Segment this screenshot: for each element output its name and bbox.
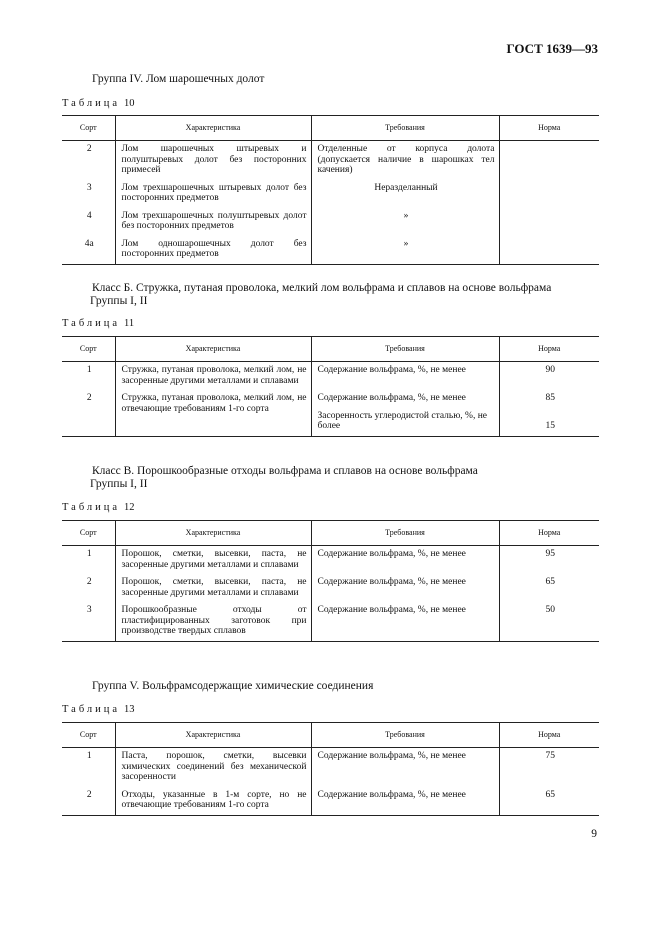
norm-value: 85 <box>545 393 555 403</box>
requirements-cell <box>311 390 499 436</box>
table-row <box>62 546 599 575</box>
requirements-cell: Содержание вольфрама, %, не менее <box>311 546 499 575</box>
sort-cell: 4 <box>86 210 92 221</box>
sort-cell: 3 <box>86 182 92 193</box>
table-12-label <box>62 502 135 513</box>
characteristic-cell: Паста, порошок, сметки, высевки химических соединений без механической засоренности <box>115 748 311 787</box>
table-row <box>62 602 599 641</box>
col-header-requirements: Требования <box>311 116 499 141</box>
classV-heading-line2: Группы I, II <box>90 478 148 490</box>
norm-cell: 90 <box>499 362 599 391</box>
table-row <box>62 236 599 265</box>
table-13-label <box>62 704 135 715</box>
document-code: ГОСТ 1639—93 <box>506 41 598 56</box>
table-11 <box>62 336 599 437</box>
characteristic-cell: Порошок, сметки, высевки, паста, не засоренные другими металлами и сплавами <box>115 546 311 575</box>
norm-cell <box>499 141 599 180</box>
col-header-characteristic: Характеристика <box>115 521 311 546</box>
norm-cell <box>499 236 599 265</box>
norm-value-2: 15 <box>545 420 555 431</box>
col-header-characteristic: Характеристика <box>115 116 311 141</box>
table-number: 11 <box>124 318 135 329</box>
sort-cell: 2 <box>62 787 115 816</box>
norm-cell <box>499 390 599 436</box>
characteristic-cell: Лом одношарошечных долот без посторонних предметов <box>115 236 311 265</box>
norm-cell: 65 <box>499 787 599 816</box>
table-row <box>62 787 599 816</box>
group4-heading: Группа IV. Лом шарошечных долот <box>92 73 265 85</box>
requirements-cell: Отделенные от корпуса долота (допускается наличие в шарошках тел качения) <box>311 141 499 180</box>
norm-cell: 75 <box>499 748 599 787</box>
col-header-requirements: Требования <box>311 723 499 748</box>
col-header-sort: Сорт <box>62 337 115 362</box>
norm-cell: 65 <box>499 574 599 602</box>
sort-cell: 3 <box>62 602 115 641</box>
table-10-label <box>62 98 135 109</box>
requirements-cell: Содержание вольфрама, %, не менее <box>311 362 499 391</box>
classV-heading <box>92 465 478 491</box>
table-label-word: Таблица <box>62 98 121 109</box>
col-header-characteristic: Характеристика <box>115 337 311 362</box>
table-label-word: Таблица <box>62 704 121 715</box>
requirements-cell: Содержание вольфрама, %, не менее <box>311 602 499 641</box>
sort-cell: 1 <box>86 751 92 761</box>
table-row <box>62 574 599 602</box>
characteristic-cell: Стружка, путаная проволока, мелкий лом, не отвечающие требованиям 1-го сорта <box>115 390 311 436</box>
page-number: 9 <box>591 828 597 840</box>
sort-cell: 2 <box>86 144 92 154</box>
classB-heading-line1: Класс Б. Стружка, путаная проволока, мелкий лом вольфрама и сплавов на основе вольфрама <box>92 282 552 294</box>
requirements-cell: » <box>311 208 499 236</box>
requirements-cell: » <box>311 236 499 265</box>
table-row <box>62 180 599 208</box>
requirements-cell: Содержание вольфрама, %, не менее <box>311 748 499 787</box>
col-header-requirements: Требования <box>311 337 499 362</box>
characteristic-cell: Отходы, указанные в 1-м сорте, но не отвечающие требованиям 1-го сорта <box>115 787 311 816</box>
norm-cell: 95 <box>499 546 599 575</box>
table-12 <box>62 520 599 642</box>
col-header-characteristic: Характеристика <box>115 723 311 748</box>
sort-cell: 1 <box>86 549 92 559</box>
col-header-sort: Сорт <box>62 116 115 141</box>
table-row <box>62 390 599 436</box>
sort-cell: 2 <box>86 577 92 587</box>
requirements-cell: Содержание вольфрама, %, не менее <box>311 787 499 816</box>
col-header-norm: Норма <box>499 337 599 362</box>
col-header-norm: Норма <box>499 521 599 546</box>
table-number: 13 <box>124 704 135 715</box>
col-header-requirements: Требования <box>311 521 499 546</box>
characteristic-cell: Порошок, сметки, высевки, паста, не засоренные другими металлами и сплавами <box>115 574 311 602</box>
table-11-label <box>62 318 134 329</box>
requirement-line-2: Засоренность углеродистой сталью, %, не более <box>317 410 488 431</box>
classB-heading-line2: Группы I, II <box>90 295 148 307</box>
table-label-word: Таблица <box>62 318 121 329</box>
norm-cell <box>499 208 599 236</box>
table-row <box>62 208 599 236</box>
col-header-sort: Сорт <box>62 723 115 748</box>
table-row <box>62 748 599 787</box>
table-number: 12 <box>124 502 135 513</box>
characteristic-cell: Стружка, путаная проволока, мелкий лом, не засоренные другими металлами и сплавами <box>115 362 311 391</box>
characteristic-cell: Лом шарошечных штыревых и полуштыревых долот без посторонних примесей <box>115 141 311 180</box>
norm-cell: 50 <box>499 602 599 641</box>
table-row <box>62 362 599 391</box>
sort-cell: 1 <box>86 365 92 375</box>
sort-cell: 4а <box>62 236 115 265</box>
table-13 <box>62 722 599 816</box>
characteristic-cell: Лом трехшарошечных штыревых долот без посторонних предметов <box>115 180 311 208</box>
table-10 <box>62 115 599 265</box>
characteristic-cell: Лом трехшарошечных полуштыревых долот без посторонних предметов <box>115 208 311 236</box>
table-label-word: Таблица <box>62 502 121 513</box>
table-row <box>62 141 599 180</box>
classB-heading <box>92 282 599 308</box>
col-header-sort: Сорт <box>62 521 115 546</box>
group5-heading: Группа V. Вольфрамсодержащие химические соединения <box>92 680 374 692</box>
requirement-line: Содержание вольфрама, %, не менее <box>317 393 466 403</box>
table-number: 10 <box>124 98 135 109</box>
norm-cell <box>499 180 599 208</box>
classV-heading-line1: Класс В. Порошкообразные отходы вольфрама и сплавов на основе вольфрама <box>92 465 478 477</box>
col-header-norm: Норма <box>499 116 599 141</box>
characteristic-cell: Порошкообразные отходы от пластифицированных заготовок при производстве твердых сплавов <box>115 602 311 641</box>
col-header-norm: Норма <box>499 723 599 748</box>
requirements-cell: Неразделанный <box>311 180 499 208</box>
requirements-cell: Содержание вольфрама, %, не менее <box>311 574 499 602</box>
sort-cell: 2 <box>62 390 115 436</box>
